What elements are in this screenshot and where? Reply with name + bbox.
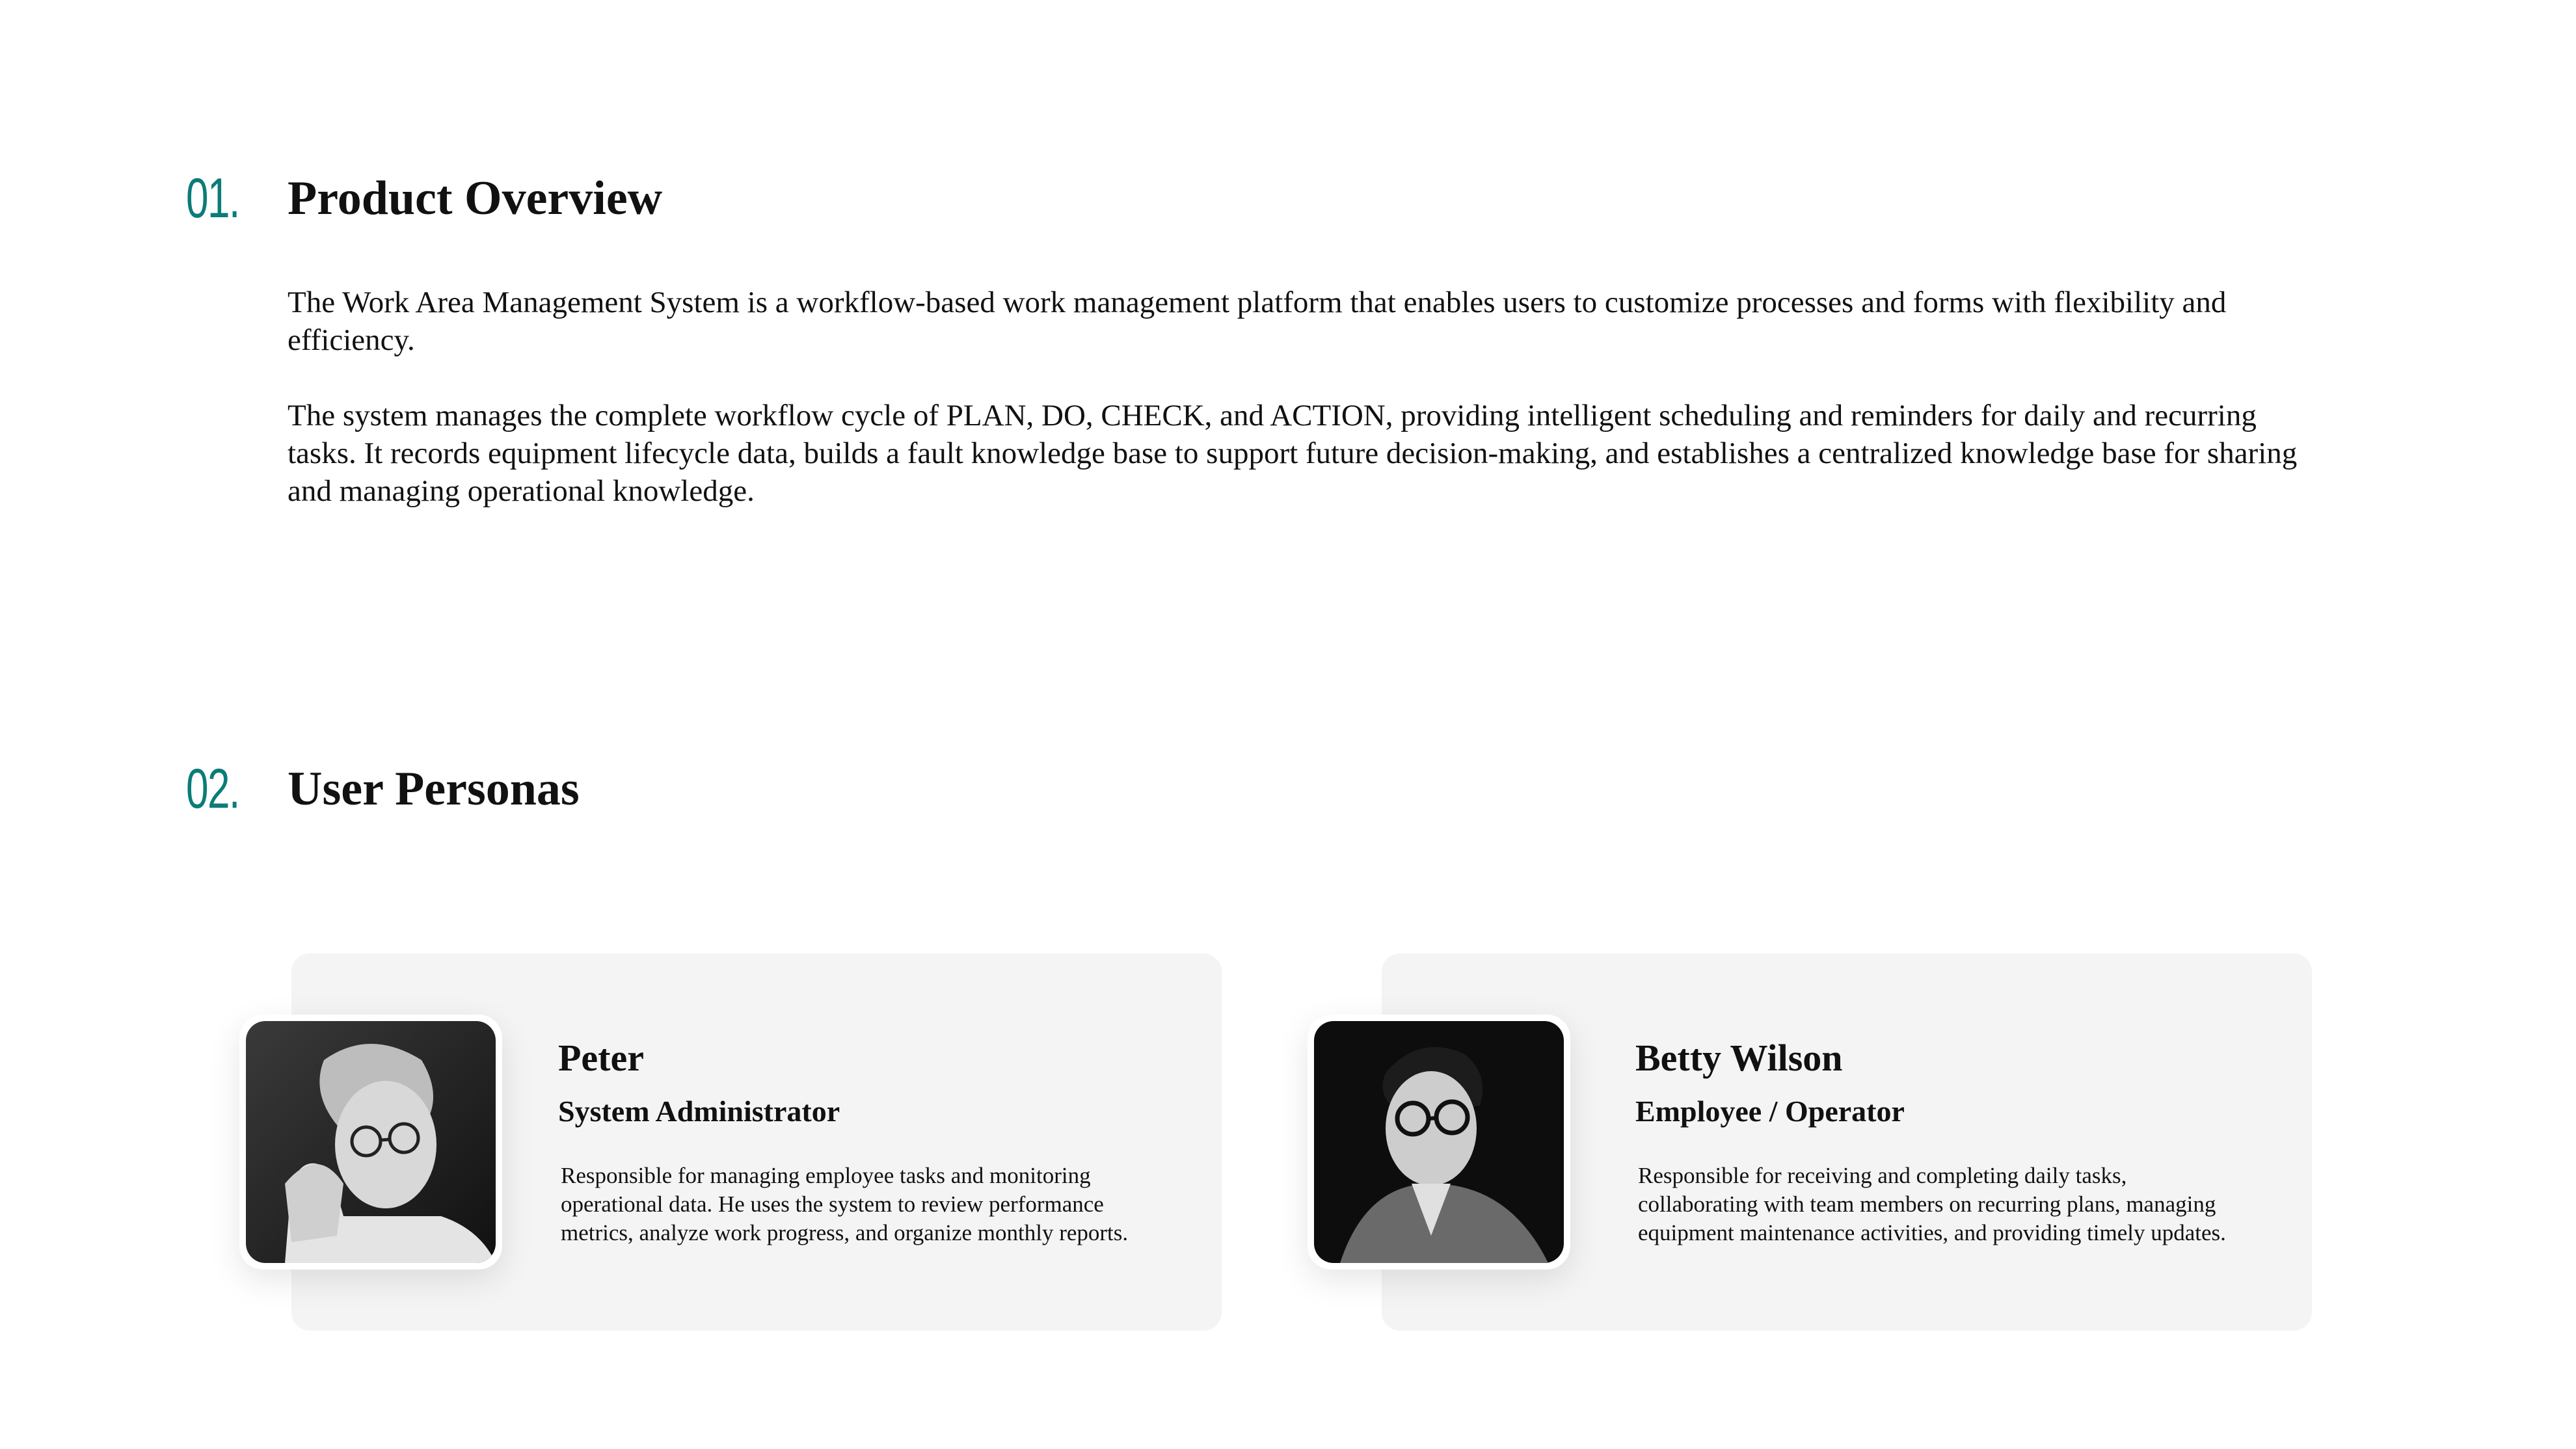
persona-photo-peter bbox=[239, 1015, 502, 1270]
persona-description: Responsible for managing employee tasks and monitoring operational data. He uses the system to review performance metrics, analyze work progress, and organize monthly reports. bbox=[561, 1163, 1129, 1245]
persona-photo-betty bbox=[1308, 1015, 1570, 1270]
section-number-overview: 01. bbox=[186, 167, 239, 230]
persona-role: System Administrator bbox=[558, 1095, 840, 1128]
section-title-overview: Product Overview bbox=[288, 172, 663, 225]
overview-paragraph-1: The Work Area Management System is a workflow-based work management platform that enables users to customize processes and forms with flexibility and efficiency. bbox=[288, 286, 2227, 357]
overview-paragraph-2: The system manages the complete workflow cycle of PLAN, DO, CHECK, and ACTION, providing intelligent scheduling and reminders for daily and recurring tasks. It records equipment lifecycle data, builds a fault knowledge base to support future decision-making, and establishes a centralized knowledge base for sharing and managing operational knowledge. bbox=[288, 399, 2298, 508]
person-photo-icon bbox=[246, 1021, 496, 1263]
person-photo-icon bbox=[1314, 1021, 1564, 1263]
persona-name: Betty Wilson bbox=[1635, 1037, 1843, 1079]
persona-role: Employee / Operator bbox=[1635, 1095, 1905, 1128]
persona-description: Responsible for receiving and completing daily tasks, collaborating with team members on recurring plans, managing equipment maintenance activities, and providing timely updates. bbox=[1638, 1163, 2226, 1245]
persona-name: Peter bbox=[558, 1037, 644, 1079]
section-number-personas: 02. bbox=[186, 758, 239, 820]
section-title-personas: User Personas bbox=[288, 762, 580, 816]
